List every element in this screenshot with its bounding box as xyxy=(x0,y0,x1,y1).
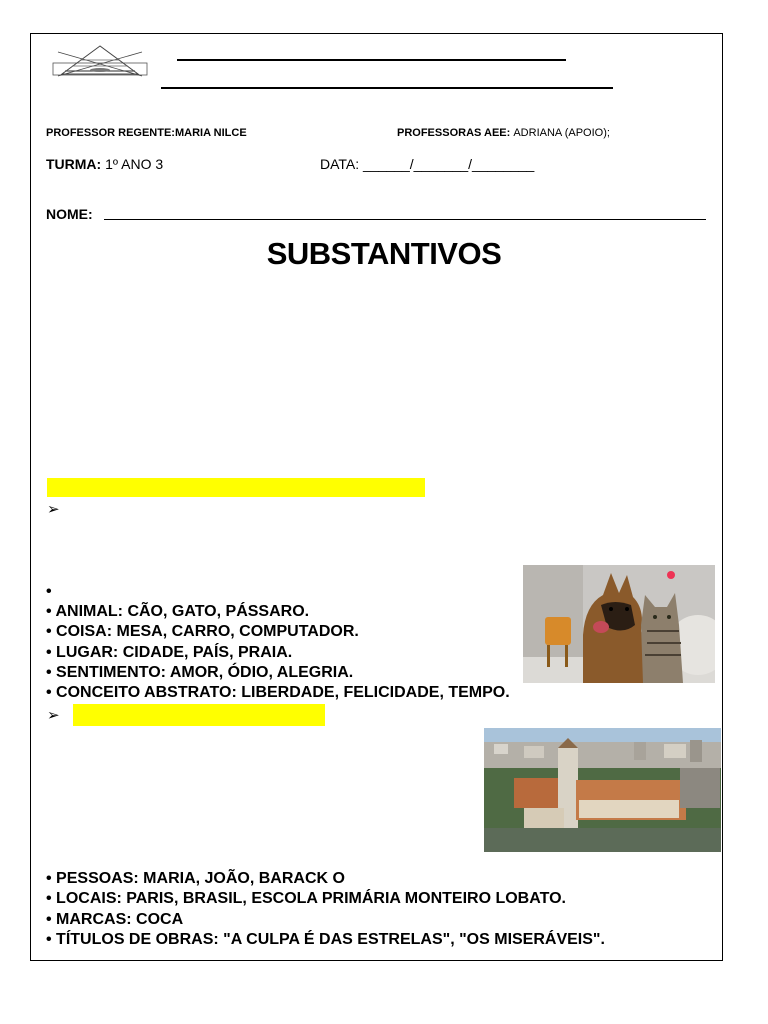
turma-value: 1º ANO 3 xyxy=(105,156,164,172)
highlight-bar-1 xyxy=(47,478,425,497)
list-item: • LOCAIS: PARIS, BRASIL, ESCOLA PRIMÁRIA MONTEIRO LOBATO. xyxy=(46,890,566,908)
list-item: • CONCEITO ABSTRATO: LIBERDADE, FELICIDADE, TEMPO. xyxy=(46,684,510,702)
professor-regente xyxy=(46,127,247,139)
proper-nouns-list xyxy=(46,869,605,950)
common-nouns-list xyxy=(46,602,510,703)
professoras-aee xyxy=(397,127,610,139)
list-item: • TÍTULOS DE OBRAS: "A CULPA É DAS ESTRELAS", "OS MISERÁVEIS". xyxy=(46,930,605,948)
highlight-bar-2 xyxy=(73,704,325,726)
list-item: • SENTIMENTO: AMOR, ÓDIO, ALEGRIA. xyxy=(46,663,354,681)
list-item: • MARCAS: COCA xyxy=(46,910,184,928)
professor-regente-value: MARIA NILCE xyxy=(174,127,247,139)
header-line-1 xyxy=(177,59,566,61)
professoras-aee-label: PROFESSORAS AEE: xyxy=(397,127,511,139)
turma-label: TURMA: xyxy=(46,156,102,172)
dog-cat-photo xyxy=(523,565,715,683)
list-item: • COISA: MESA, CARRO, COMPUTADOR. xyxy=(46,623,359,641)
school-logo xyxy=(50,44,150,80)
arrow-bullet-1: ➢ xyxy=(47,501,60,518)
turma xyxy=(46,156,163,172)
list-item: • PESSOAS: MARIA, JOÃO, BARACK O xyxy=(46,870,345,887)
list-item: • LUGAR: CIDADE, PAÍS, PRAIA. xyxy=(46,643,293,661)
arrow-bullet-2: ➢ xyxy=(47,707,60,724)
nome-label: NOME: xyxy=(46,206,93,222)
page-title: SUBSTANTIVOS xyxy=(266,236,502,271)
city-photo xyxy=(484,728,721,852)
nome-field[interactable] xyxy=(104,219,706,220)
professoras-aee-value: ADRIANA (APOIO); xyxy=(513,127,610,139)
professor-regente-label: PROFESSOR REGENTE: xyxy=(46,127,175,139)
list-item: • ANIMAL: CÃO, GATO, PÁSSARO. xyxy=(46,603,310,620)
empty-bullet: • xyxy=(46,583,52,600)
header-line-2 xyxy=(161,87,613,89)
data-field[interactable]: DATA: ______/_______/________ xyxy=(320,156,535,172)
